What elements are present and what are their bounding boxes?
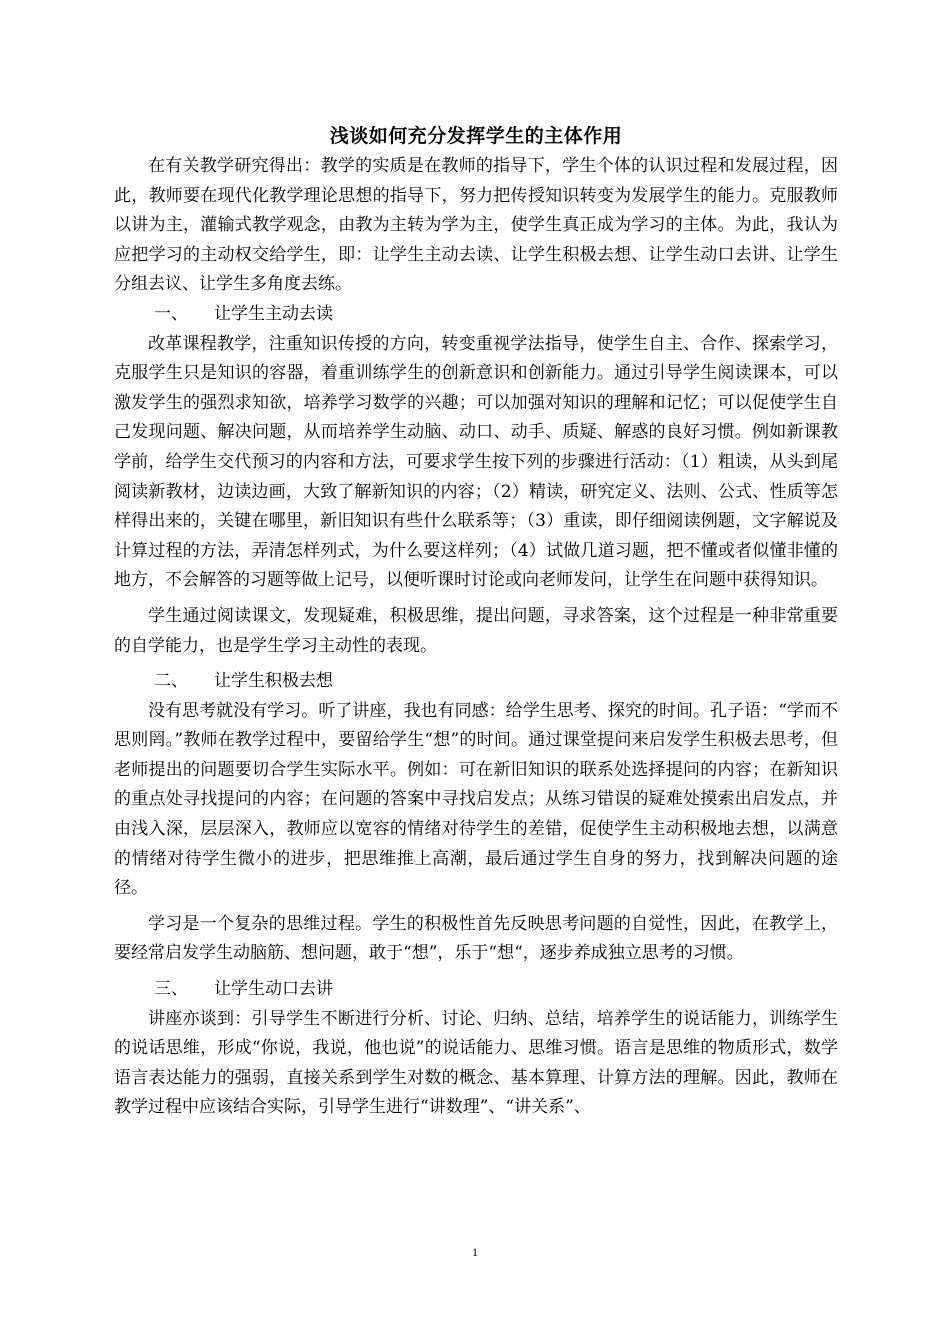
section-1-number: 一、 (154, 303, 188, 324)
section-2-title: 让学生积极去想 (214, 671, 333, 692)
intro-paragraph: 在有关教学研究得出：教学的实质是在教师的指导下，学生个体的认识过程和发展过程，因此，教师要在现代化教学理论思想的指导下，努力把传授知识转变为发展学生的能力。克服教师以讲为主，灌输式教学观念，由教为主转为学为主，使学生真正成为学习的主体。为此，我认为应把学习的主动权交给学生，即：让学生主动去读、让学生积极去想、让学生动口去讲、让学生分组去议、让学生多角度去练。 (114, 156, 838, 295)
section-2-paragraph-1: 没有思考就没有学习。听了讲座，我也有同感：给学生思考、探究的时间。孔子语：“学而不思则罔。”教师在教学过程中，要留给学生“想”的时间。通过课堂提问来启发学生积极去思考，但老师提出的问题要切合学生实际水平。例如：可在新旧知识的联系处选择提问的内容；在新知识的重点处寻找提问的内容；在问题的答案中寻找启发点；从练习错误的疑难处摸索出启发点，并由浅入深，层层深入，教师应以宽容的情绪对待学生的差错，促使学生主动积极地去想，以满意的情绪对待学生微小的进步，把思维推上高潮，最后通过学生自身的努力，找到解决问题的途径。 (114, 700, 838, 899)
document-title: 浅谈如何充分发挥学生的主体作用 (329, 125, 623, 147)
page-number: 1 (472, 1245, 478, 1259)
section-2-number: 二、 (154, 671, 188, 692)
section-2-paragraph-2: 学习是一个复杂的思维过程。学生的积极性首先反映思考问题的自觉性，因此，在教学上，要经常启发学生动脑筋、想问题，敢于“想”，乐于“想“，逐步养成独立思考的习惯。 (114, 913, 838, 964)
section-2-heading (114, 667, 838, 697)
section-1-heading (114, 300, 838, 330)
section-3-heading (114, 975, 838, 1005)
section-1-paragraph-2: 学生通过阅读课文，发现疑难，积极思维，提出问题，寻求答案，这个过程是一种非常重要的自学能力，也是学生学习主动性的表现。 (114, 605, 838, 656)
document-body (114, 120, 838, 1123)
section-1-paragraph-1: 改革课程教学，注重知识传授的方向，转变重视学法指导，使学生自主、合作、探索学习，克服学生只是知识的容器，着重训练学生的创新意识和创新能力。通过引导学生阅读课本，可以激发学生的强烈求知欲，培养学习数学的兴趣；可以加强对知识的理解和记忆；可以促使学生自己发现问题、解决问题，从而培养学生动脑、动口、动手、质疑、解惑的良好习惯。例如新课教学前，给学生交代预习的内容和方法，可要求学生按下列的步骤进行活动：（1）粗读，从头到尾阅读新教材，边读边画，大致了解新知识的内容；（2）精读，研究定义、法则、公式、性质等怎样得出来的，关键在哪里，新旧知识有些什么联系等；（3）重读，即仔细阅读例题，文字解说及计算过程的方法，弄清怎样列式，为什么要这样列；（4）试做几道习题，把不懂或者似懂非懂的地方，不会解答的习题等做上记号，以便听课时讨论或向老师发问，让学生在问题中获得知识。 (114, 333, 838, 591)
section-3-title: 让学生动口去讲 (214, 979, 333, 1000)
section-1-title: 让学生主动去读 (214, 303, 333, 324)
section-3-paragraph-1: 讲座亦谈到：引导学生不断进行分析、讨论、归纳、总结，培养学生的说话能力，训练学生的说话思维，形成“你说，我说，他也说”的说话能力、思维习惯。语言是思维的物质形式，数学语言表达能力的强弱，直接关系到学生对数的概念、基本算理、计算方法的理解。因此，教师在教学过程中应该结合实际，引导学生进行“讲数理”、“讲关系”、 (114, 1008, 838, 1118)
section-3-number: 三、 (154, 979, 188, 1000)
